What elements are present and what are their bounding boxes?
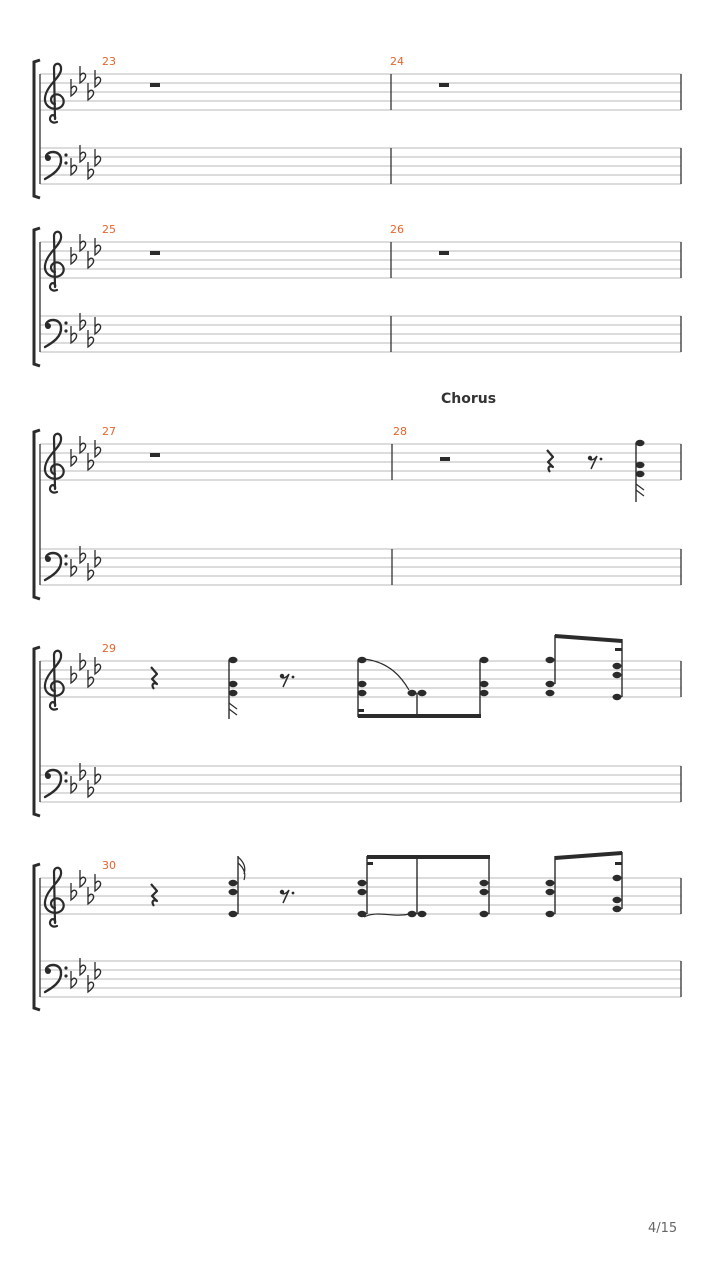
treble-clef-icon: [45, 434, 64, 493]
half-rest-icon: [440, 457, 450, 461]
bass-staff: [40, 958, 681, 997]
key-signature: [71, 145, 101, 179]
eighth-rest-icon: [280, 674, 295, 687]
measure-number: 24: [390, 55, 404, 68]
beamed-chords: [358, 851, 623, 917]
bass-staff: [40, 763, 681, 802]
tie: [364, 659, 409, 690]
treble-clef-icon: [45, 651, 64, 710]
system-2: [34, 223, 681, 366]
bass-staff: [40, 145, 681, 184]
measure-number: 29: [102, 642, 116, 655]
system-bracket: [34, 864, 40, 1010]
half-rest-icon: [150, 453, 160, 457]
key-signature: [71, 958, 101, 992]
measure-number: 25: [102, 223, 116, 236]
measure-number: 23: [102, 55, 116, 68]
half-rest-icon: [150, 251, 160, 255]
half-rest-icon: [439, 83, 449, 87]
system-bracket: [34, 430, 40, 599]
system-1: [34, 55, 681, 198]
treble-clef-icon: [45, 64, 64, 123]
treble-staff: [40, 64, 681, 123]
system-bracket: [34, 228, 40, 366]
key-signature: [71, 546, 101, 580]
system-3: [34, 391, 681, 599]
treble-staff: [40, 434, 681, 493]
key-signature: [71, 763, 101, 797]
key-signature: [71, 313, 101, 347]
measure-number: 26: [390, 223, 404, 236]
half-rest-icon: [150, 83, 160, 87]
page-number: 4/15: [648, 1221, 678, 1236]
treble-clef-icon: [45, 868, 64, 927]
system-4: [34, 634, 681, 816]
half-rest-icon: [439, 251, 449, 255]
system-5: [34, 851, 681, 1010]
measure-number: 28: [393, 425, 407, 438]
section-label-chorus: Chorus: [441, 391, 497, 407]
treble-staff: [40, 868, 681, 927]
measure-number: 27: [102, 425, 116, 438]
system-bracket: [34, 60, 40, 198]
bass-staff: [40, 546, 681, 585]
treble-clef-icon: [45, 232, 64, 291]
tie: [364, 914, 410, 917]
treble-staff: [40, 232, 681, 291]
system-bracket: [34, 647, 40, 816]
measure-number: 30: [102, 859, 116, 872]
beamed-chords: [358, 634, 623, 718]
bass-staff: [40, 313, 681, 352]
